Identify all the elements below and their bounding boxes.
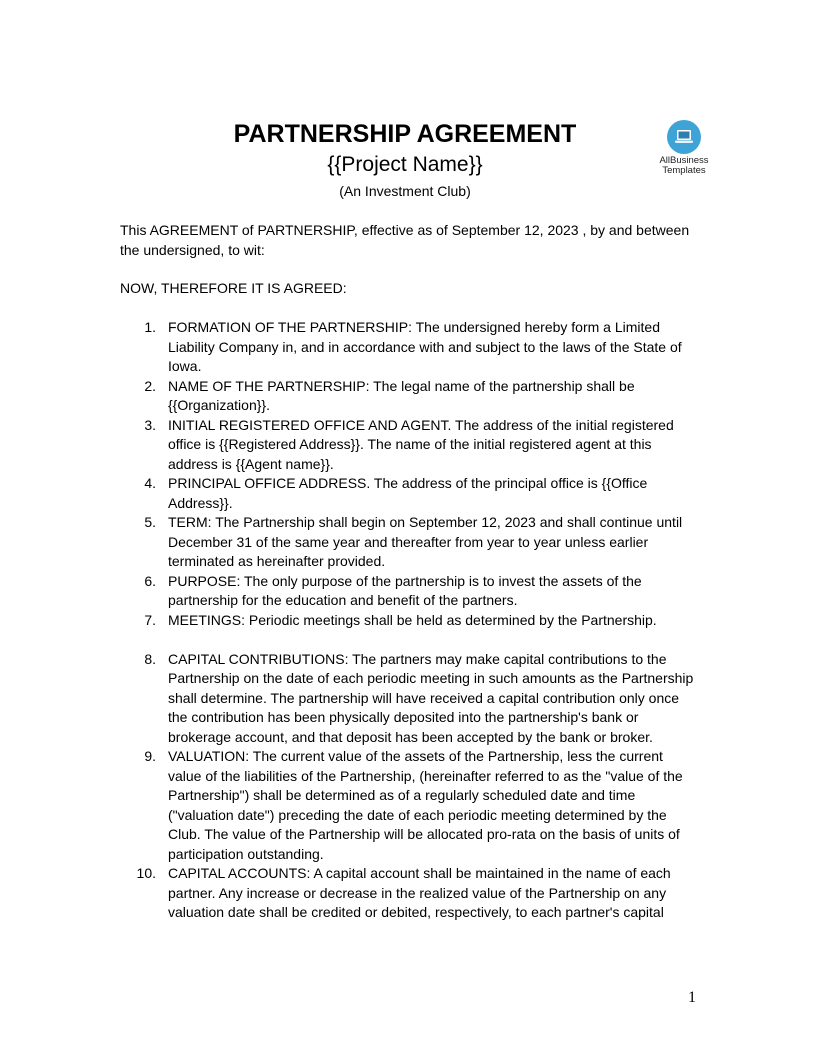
clause-number: 5.	[144, 514, 156, 530]
clause-number: 7.	[144, 611, 156, 628]
clause-item	[120, 747, 695, 864]
project-name-placeholder: {{Project Name}}	[327, 153, 483, 176]
clause-text: CAPITAL CONTRIBUTIONS: The partners may make capital contributions to the Partnership on the date of each periodic meeting in such amounts as the Partnership shall determine. The partnership will have received a capital contribution only once the contribution has been physically deposited into the partnership's bank or brokerage account, and that deposit has been accepted by the bank or broker.	[168, 650, 694, 745]
clause-item	[120, 572, 695, 611]
clause-text: PURPOSE: The only purpose of the partnership is to invest the assets of the partnership for the education and benefit of the partners.	[168, 572, 642, 608]
logo-text-line1: AllBusiness	[659, 155, 709, 166]
logo-text-line2: Templates	[662, 165, 706, 176]
clause-text: FORMATION OF THE PARTNERSHIP: The undersigned hereby form a Limited Liability Company in, and in accordance with and subject to the laws of the State of Iowa.	[168, 319, 682, 374]
clause-item	[120, 474, 695, 513]
clause-number: 6.	[144, 572, 156, 589]
clause-text: VALUATION: The current value of the assets of the Partnership, less the current value of the liabilities of the Partnership, (hereinafter referred to as the "value of the Partnership") shall be determined as of a regularly scheduled date and time ("valuation date") preceding the date of each periodic meeting determined by the Club. The value of the Partnership will be allocated pro-rata on the basis of units of participation outstanding.	[168, 748, 683, 862]
clause-text: PRINCIPAL OFFICE ADDRESS. The address of the principal office is {{Office Address}}.	[168, 475, 648, 511]
intro-paragraph: This AGREEMENT of PARTNERSHIP, effective as of September 12, 2023 , by and between the undersigned, to wit:	[120, 222, 690, 258]
page-number: 1	[688, 989, 696, 1006]
document-tagline: (An Investment Club)	[339, 183, 471, 199]
clause-item	[120, 377, 695, 416]
clause-number: 1.	[144, 319, 156, 335]
laptop-icon	[667, 120, 701, 154]
clause-number: 2.	[144, 377, 156, 394]
clause-text: INITIAL REGISTERED OFFICE AND AGENT. The address of the initial registered office is {{Registered Address}}. The name of the initial registered agent at this address is {{Agent name}}.	[168, 416, 674, 472]
document-title: PARTNERSHIP AGREEMENT	[233, 120, 577, 148]
agreed-heading: NOW, THEREFORE IT IS AGREED:	[120, 280, 347, 296]
clause-number: 3.	[144, 416, 156, 433]
clause-text: NAME OF THE PARTNERSHIP: The legal name of the partnership shall be {{Organization}}.	[168, 377, 635, 413]
clause-item	[120, 611, 695, 631]
clause-number: 4.	[144, 475, 156, 491]
clause-list	[120, 318, 695, 923]
clause-text: MEETINGS: Periodic meetings shall be held as determined by the Partnership.	[168, 611, 657, 628]
allbusiness-templates-logo	[652, 120, 716, 176]
clause-item	[120, 513, 695, 572]
clause-item	[120, 416, 695, 475]
clause-item	[120, 650, 695, 748]
clause-number: 10.	[136, 865, 156, 881]
clause-item	[120, 864, 695, 923]
clause-number: 8.	[144, 650, 156, 667]
clause-number: 9.	[144, 748, 156, 764]
clause-text: TERM: The Partnership shall begin on September 12, 2023 and shall continue until December 31 of the same year and thereafter from year to year unless earlier terminated as hereinafter provided.	[168, 514, 683, 569]
clause-item	[120, 318, 695, 377]
clause-text: CAPITAL ACCOUNTS: A capital account shall be maintained in the name of each partner. Any increase or decrease in the realized value of the Partnership on any valuation date shall be credited or debited, respectively, to each partner's capital	[168, 865, 671, 920]
